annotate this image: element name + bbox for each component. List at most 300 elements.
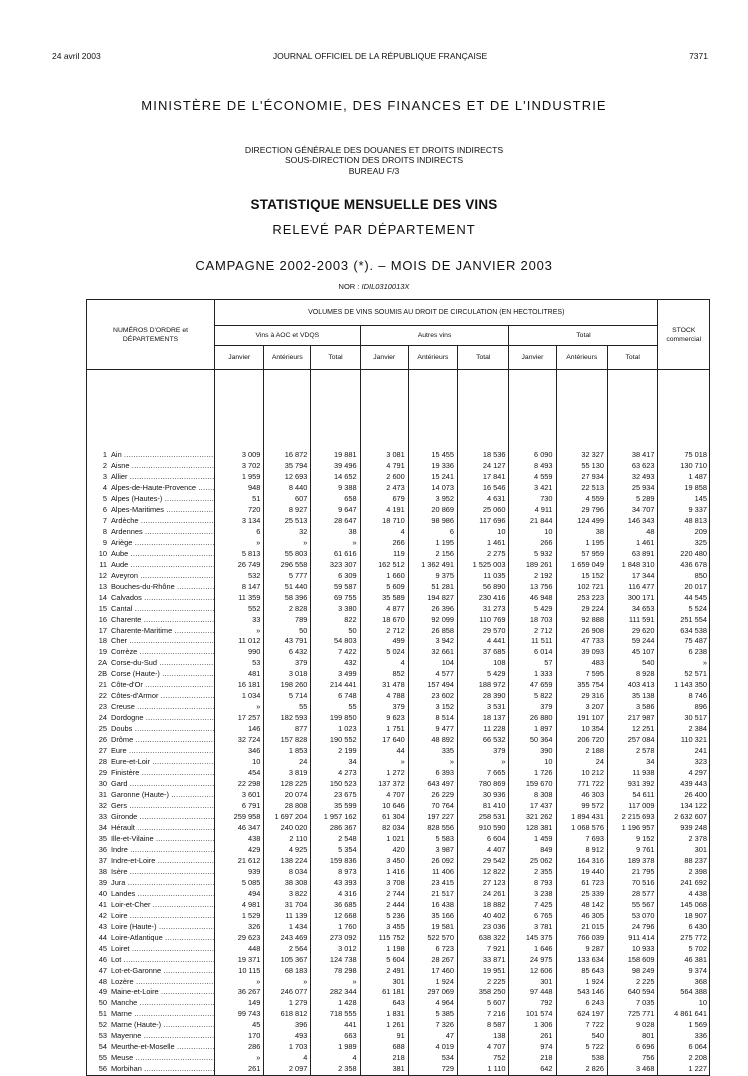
table-cell: 4 297 (688, 768, 707, 778)
numbers-header: NUMÉROS D'ORDRE et DÉPARTEMENTS (87, 300, 215, 370)
table-cell: 752 (493, 1053, 506, 1063)
table-cell: 1 660 (386, 570, 405, 580)
department-number: 2 (102, 460, 107, 470)
table-cell: 9 647 (338, 504, 357, 514)
table-cell: 403 413 (627, 680, 655, 690)
table-cell: 32 493 (631, 471, 655, 481)
table-cell: 1 989 (338, 1042, 357, 1052)
table-cell: 24 261 (482, 888, 506, 898)
table-cell: 88 237 (684, 855, 707, 865)
table-cell: 54 611 (632, 790, 655, 800)
department-row (87, 636, 214, 647)
table-cell: 11 359 (238, 592, 261, 602)
table-cell: 5 702 (688, 943, 707, 953)
table-cell: 2 275 (486, 548, 506, 558)
table-cell: 8 147 (241, 581, 261, 591)
table-cell: 26 749 (237, 559, 261, 569)
table-cell: 25 513 (284, 515, 308, 525)
table-cell: 11 938 (632, 768, 655, 778)
table-cell: 15 152 (581, 570, 604, 580)
table-cell: 5 714 (288, 691, 308, 701)
table-cell: 3 702 (241, 460, 261, 470)
table-cell: 931 392 (627, 779, 655, 789)
department-number: 27 (98, 746, 107, 756)
table-cell: 57 959 (581, 548, 604, 558)
department-row (87, 582, 214, 593)
table-cell: 532 (247, 570, 261, 580)
table-cell: 117 009 (628, 801, 655, 810)
table-cell: 2 355 (534, 866, 553, 876)
table-cell: 162 512 (378, 559, 405, 569)
table-cell: 47 733 (581, 636, 604, 646)
table-cell: 2 398 (688, 866, 707, 876)
table-cell: 2 225 (486, 976, 506, 986)
department-number: 31 (98, 790, 107, 800)
table-cell: 8 493 (534, 460, 553, 470)
table-cell: 99 572 (581, 801, 604, 810)
table-cell: 5 524 (688, 603, 707, 613)
table-cell: 540 (591, 1031, 604, 1041)
table-cell: 1 416 (386, 866, 405, 876)
table-cell: » (256, 702, 261, 712)
table-cell: 7 035 (635, 998, 655, 1008)
department-name: Gard ..... (111, 779, 214, 790)
department-row (87, 922, 214, 933)
table-cell: 3 009 (241, 450, 261, 459)
table-cell: 6 064 (688, 1042, 707, 1052)
department-row (87, 977, 214, 988)
table-cell: 145 375 (525, 932, 553, 942)
table-cell: 6 723 (435, 943, 455, 953)
department-row (87, 998, 214, 1009)
table-cell: 50 (348, 625, 357, 635)
table-cell: 679 (392, 493, 405, 503)
table-cell: 28 390 (482, 691, 506, 701)
department-number: 28 (98, 757, 107, 767)
table-cell: 11 228 (483, 724, 506, 734)
table-cell: 1 659 049 (571, 559, 604, 569)
table-cell: 4 019 (435, 1042, 455, 1052)
department-name: Marne ..... (111, 1009, 214, 1020)
table-cell: 34 653 (631, 603, 655, 613)
table-cell: 1 227 (688, 1064, 707, 1074)
table-cell: 157 828 (280, 735, 308, 745)
department-name: Creuse ..... (111, 702, 214, 713)
table-cell: 6 (449, 526, 455, 536)
table-cell: 145 (694, 493, 707, 503)
table-cell: 5 604 (386, 954, 405, 964)
table-cell: 32 327 (581, 450, 604, 459)
table-cell: 6 393 (435, 768, 455, 778)
table-cell: 381 (392, 1064, 405, 1074)
table-cell: 756 (642, 1053, 655, 1063)
table-cell: 119 (392, 548, 405, 558)
table-cell: 4 191 (386, 504, 405, 514)
table-cell: 1 034 (241, 691, 261, 701)
table-cell: 10 212 (581, 768, 604, 778)
department-row (87, 757, 214, 768)
table-cell: 990 (247, 647, 261, 657)
table-cell: 16 438 (431, 899, 455, 909)
table-cell: 115 752 (378, 932, 405, 942)
table-cell: 1 525 003 (472, 559, 506, 569)
table-cell: 26 400 (684, 790, 707, 800)
table-cell: 209 (694, 526, 707, 536)
department-name: Morbihan ..... (111, 1064, 214, 1075)
table-cell: 3 601 (241, 790, 261, 800)
table-cell: 259 958 (233, 811, 261, 821)
department-number: 49 (98, 987, 107, 997)
table-cell: 3 531 (486, 702, 506, 712)
department-name: Mayenne ..... (111, 1031, 214, 1042)
table-cell: 102 721 (577, 581, 604, 591)
table-cell: 5 607 (486, 998, 506, 1008)
table-cell: 939 248 (680, 822, 707, 832)
col-total: Total (607, 346, 657, 370)
department-number: 34 (98, 822, 107, 832)
department-number: 21 (98, 680, 107, 690)
department-number: 47 (98, 965, 107, 975)
table-cell: 7 693 (585, 833, 604, 843)
department-name: Lot ..... (111, 955, 214, 966)
department-row (87, 911, 214, 922)
table-cell: 44 (396, 746, 405, 756)
table-cell: 43 791 (284, 636, 308, 646)
table-cell: 852 (392, 669, 405, 679)
table-cell: 390 (540, 746, 553, 756)
table-cell: 2 548 (338, 833, 357, 843)
table-cell: 9 287 (585, 943, 604, 953)
table-cell: 2 378 (688, 833, 707, 843)
table-cell: 4 707 (486, 1042, 506, 1052)
table-cell: 157 494 (427, 680, 455, 690)
table-cell: 420 (392, 844, 405, 854)
table-cell: 51 440 (284, 581, 308, 591)
department-name: Lozère ..... (111, 977, 214, 988)
table-cell: 1 959 (241, 471, 261, 481)
table-cell: 438 (247, 833, 261, 843)
table-cell: 38 (348, 526, 357, 536)
table-cell: 75 018 (684, 450, 707, 459)
table-cell: 7 722 (585, 1020, 604, 1030)
table-cell: 2 215 693 (621, 811, 655, 821)
table-cell: 158 609 (627, 954, 655, 964)
table-cell: 68 183 (284, 965, 308, 975)
table-cell: 10 (497, 526, 506, 536)
col-total: Total (458, 346, 509, 370)
department-name: Meurthe-et-Moselle ..... (111, 1042, 214, 1053)
table-cell: 3 468 (635, 1064, 655, 1074)
table-cell: 10 354 (581, 724, 604, 734)
table-cell: 1 198 (386, 943, 405, 953)
table-cell: 1 487 (688, 471, 707, 481)
table-cell: 48 892 (431, 735, 455, 745)
table-cell: 792 (540, 998, 553, 1008)
department-row (87, 450, 214, 461)
table-cell: 9 337 (688, 504, 707, 514)
table-cell: 3 499 (338, 669, 357, 679)
table-cell: 251 554 (680, 614, 707, 624)
table-cell: 66 532 (482, 735, 506, 745)
table-cell: 12 251 (631, 724, 655, 734)
department-name: Indre ..... (111, 845, 214, 856)
table-cell: 4 791 (386, 460, 405, 470)
department-row (87, 472, 214, 483)
table-cell: 46 381 (684, 954, 707, 964)
department-column (87, 370, 215, 1076)
table-cell: 20 869 (431, 504, 455, 514)
table-cell: 20 017 (684, 581, 707, 591)
table-cell: 24 (595, 757, 604, 767)
table-cell: 3 081 (386, 450, 405, 459)
table-cell: » (303, 976, 308, 986)
table-cell: 23 036 (482, 921, 506, 931)
table-cell: 2 384 (688, 724, 707, 734)
group-autres-header: Autres vins (360, 326, 509, 346)
table-cell: 4 964 (435, 998, 455, 1008)
table-cell: 30 936 (482, 790, 506, 800)
table-cell: 55 567 (631, 899, 655, 909)
table-cell: 50 (299, 625, 308, 635)
department-number: 14 (98, 592, 107, 602)
campaign-title: CAMPAGNE 2002-2003 (*). – MOIS DE JANVIER 2003 (195, 258, 553, 273)
department-name: Gironde ..... (111, 812, 214, 823)
table-cell: 189 261 (525, 559, 553, 569)
table-cell: 20 074 (284, 790, 308, 800)
table-cell: 974 (540, 1042, 553, 1052)
table-cell: 301 (392, 976, 405, 986)
table-cell: 3 152 (435, 702, 455, 712)
department-name: Loire (Haute-) ..... (111, 922, 214, 933)
col-anterieurs: Antérieurs (408, 346, 457, 370)
table-cell: 257 084 (627, 735, 655, 745)
table-cell: 10 115 (238, 965, 261, 975)
table-cell: 8 973 (338, 866, 357, 876)
table-cell: 789 (295, 614, 308, 624)
table-cell: 53 070 (631, 910, 655, 920)
table-cell: 2 444 (386, 899, 405, 909)
table-cell: 448 (247, 943, 261, 953)
table-cell: 1 703 (288, 1042, 308, 1052)
table-cell: 26 229 (431, 790, 455, 800)
department-number: 18 (98, 636, 107, 646)
department-number: 22 (98, 691, 107, 701)
table-cell: 3 134 (241, 515, 261, 525)
table-cell: 273 092 (329, 932, 357, 942)
table-cell: 286 (247, 1042, 261, 1052)
table-cell: 150 523 (329, 779, 357, 789)
table-cell: 30 517 (684, 713, 707, 723)
table-cell: 38 417 (631, 450, 655, 459)
table-cell: 939 (247, 866, 261, 876)
table-cell: 39 093 (581, 647, 604, 657)
table-cell: 63 623 (631, 460, 655, 470)
table-cell: 286 367 (329, 822, 357, 832)
table-cell: 243 469 (280, 932, 308, 942)
page-header (52, 51, 708, 65)
col-total: Total (311, 346, 360, 370)
table-cell: 47 (445, 1031, 455, 1041)
department-row (87, 647, 214, 658)
table-cell: 1 021 (386, 833, 405, 843)
table-cell: 5 354 (338, 844, 357, 854)
table-cell: 159 670 (525, 779, 553, 789)
table-cell: 4 407 (486, 844, 506, 854)
table-cell: 159 836 (329, 855, 357, 865)
table-cell: 17 640 (382, 735, 405, 745)
table-cell: 190 552 (329, 735, 357, 745)
table-cell: 8 928 (635, 669, 655, 679)
department-name: Finistère ..... (111, 768, 214, 779)
table-cell: 137 372 (378, 779, 405, 789)
table-cell: 3 586 (635, 702, 655, 712)
department-row (87, 987, 214, 998)
table-cell: 46 303 (581, 790, 604, 800)
table-cell: 1 143 350 (674, 680, 707, 690)
department-row (87, 691, 214, 702)
table-cell: » (400, 757, 405, 767)
table-cell: 21 844 (529, 515, 553, 525)
table-cell: 56 890 (482, 581, 506, 591)
table-cell: 29 224 (581, 603, 604, 613)
table-cell: 8 440 (288, 482, 308, 492)
table-cell: 9 761 (635, 844, 655, 854)
department-name: Marne (Haute-) ..... (111, 1020, 214, 1031)
table-cell: 1 529 (241, 910, 261, 920)
table-cell: 5 236 (386, 910, 405, 920)
table-cell: 36 267 (237, 987, 261, 997)
table-cell: 877 (295, 724, 308, 734)
table-cell: 17 344 (631, 570, 655, 580)
department-name: Corse-du-Sud ..... (111, 658, 214, 669)
department-row (87, 702, 214, 713)
table-cell: 28 808 (284, 801, 308, 810)
table-cell: 17 841 (482, 471, 506, 481)
table-cell: 325 (694, 537, 707, 547)
table-cell: 1 697 204 (274, 811, 308, 821)
department-row (87, 867, 214, 878)
table-cell: 51 (252, 493, 261, 503)
table-cell: 31 273 (482, 603, 506, 613)
table-cell: 36 685 (334, 899, 357, 909)
header-page-number: 7371 (689, 51, 708, 61)
table-cell: 55 (348, 702, 357, 712)
table-cell: 25 934 (631, 482, 655, 492)
table-cell: 12 693 (284, 471, 308, 481)
table-cell: 6 748 (338, 691, 357, 701)
table-cell: 441 (344, 1020, 357, 1030)
table-cell: 296 558 (280, 559, 308, 569)
department-row (87, 768, 214, 779)
department-name: Aube ..... (111, 549, 214, 560)
table-cell: 850 (694, 570, 707, 580)
table-cell: 128 225 (280, 779, 308, 789)
table-cell: 29 542 (482, 855, 506, 865)
autres-total-column (458, 370, 509, 1076)
department-row (87, 549, 214, 560)
direction-line-3: BUREAU F/3 (348, 165, 400, 176)
department-row (87, 1009, 214, 1020)
table-cell: 40 402 (482, 910, 506, 920)
table-cell: 6 696 (635, 1042, 655, 1052)
table-cell: 4 559 (585, 493, 604, 503)
autres-anterieurs-column (408, 370, 457, 1076)
department-number: 25 (98, 724, 107, 734)
table-cell: 47 659 (529, 680, 553, 690)
table-cell: 55 803 (284, 548, 308, 558)
table-cell: 6 238 (688, 647, 707, 657)
table-cell: 5 429 (486, 669, 506, 679)
ministry-title: MINISTÈRE DE L'ÉCONOMIE, DES FINANCES ET DE L'INDUSTRIE (141, 98, 607, 113)
department-name: Ain ..... (111, 450, 214, 461)
table-cell: 13 756 (529, 581, 553, 591)
table-cell: 55 130 (581, 460, 604, 470)
table-cell: 4 316 (338, 888, 357, 898)
table-cell: 14 652 (334, 471, 357, 481)
department-name: Aveyron ..... (111, 571, 214, 582)
table-cell: 32 (299, 526, 308, 536)
table-cell: 1 068 576 (571, 822, 604, 832)
table-cell: 368 (694, 976, 707, 986)
department-number: 4 (102, 482, 107, 492)
table-cell: 35 794 (284, 460, 308, 470)
department-number: 45 (98, 943, 107, 953)
table-cell: 266 (392, 537, 405, 547)
table-cell: 91 (396, 1031, 405, 1041)
table-cell: 2 828 (288, 603, 308, 613)
department-name: Calvados ..... (111, 593, 214, 604)
table-cell: 218 (540, 1053, 553, 1063)
table-cell: 640 594 (627, 987, 655, 997)
department-row (87, 658, 214, 669)
table-cell: 21 015 (581, 921, 604, 931)
table-cell: 8 034 (288, 866, 308, 876)
table-cell: 194 827 (427, 592, 455, 602)
table-cell: 46 305 (581, 910, 604, 920)
table-cell: 6 604 (486, 833, 506, 843)
department-number: 39 (98, 877, 107, 887)
table-cell: 182 593 (280, 713, 308, 723)
table-cell: 32 724 (237, 735, 261, 745)
table-cell: 266 (540, 537, 553, 547)
department-row (87, 933, 214, 944)
table-cell: 105 367 (280, 954, 308, 964)
table-cell: 61 181 (382, 987, 405, 997)
table-cell: 379 (540, 702, 553, 712)
total-janvier-column (509, 370, 556, 1076)
table-cell: 3 781 (534, 921, 553, 931)
table-cell: 658 (344, 493, 357, 503)
table-cell: 297 069 (427, 987, 455, 997)
department-name: Allier ..... (111, 472, 214, 483)
table-cell: » (256, 537, 261, 547)
table-cell: 29 620 (631, 625, 655, 635)
table-cell: » (449, 757, 455, 767)
table-cell: 4 441 (486, 636, 506, 646)
table-cell: 9 028 (635, 1020, 655, 1030)
department-row (87, 1031, 214, 1042)
table-cell: 14 073 (431, 482, 455, 492)
table-cell: 57 (544, 658, 553, 668)
table-cell: 948 (247, 482, 261, 492)
table-cell: 5 289 (635, 493, 655, 503)
table-cell: 2 712 (534, 625, 553, 635)
table-cell: 335 (441, 746, 455, 756)
table-cell: 70 764 (431, 801, 455, 810)
department-name: Eure ..... (111, 746, 214, 757)
table-cell: 3 238 (534, 888, 553, 898)
table-cell: 522 570 (427, 932, 455, 942)
